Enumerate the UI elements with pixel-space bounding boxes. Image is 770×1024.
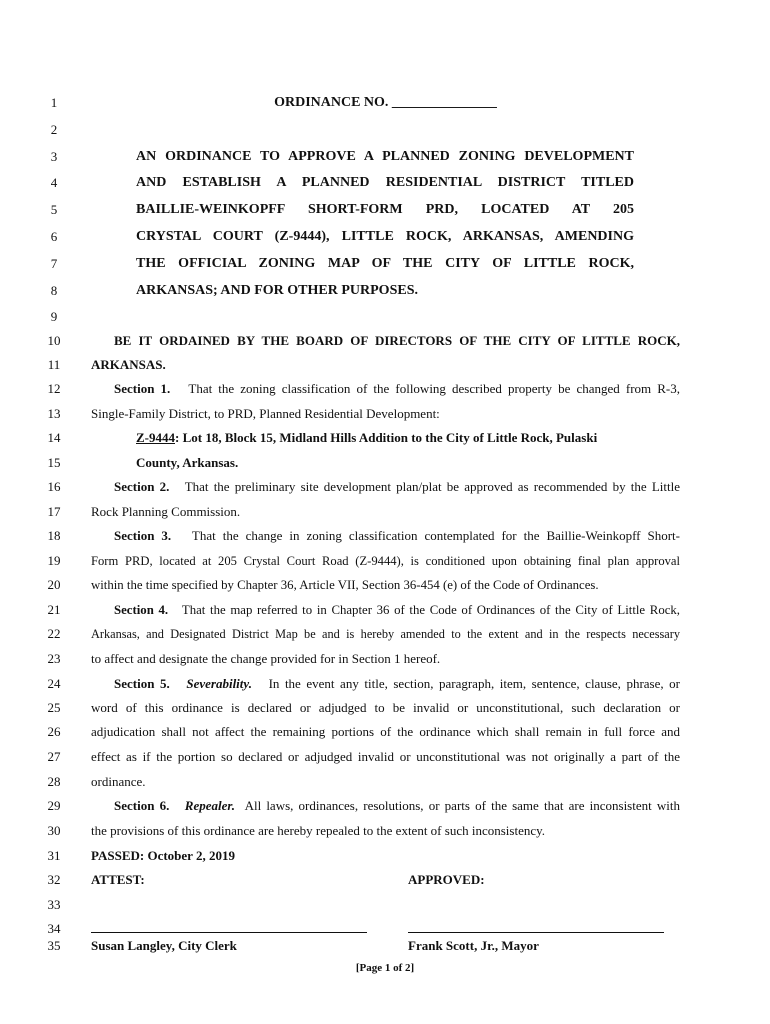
section-2-text-1: That the preliminary site development plan/plat be approved as recommended by the Little [184,479,680,494]
section-5-label: Section 5. [114,676,170,691]
section-5-line-1 [91,673,680,695]
section-2-line-1 [91,476,680,498]
line-number: 26 [47,724,61,739]
line-number: 33 [47,897,61,912]
line-number: 13 [47,406,61,421]
line-number: 2 [50,122,58,137]
line-number: 7 [50,256,58,271]
legal-description-text-1: : Lot 18, Block 15, Midland Hills Addition to the City of Little Rock, Pulaski [175,430,598,445]
caption-line-6: ARKANSAS; AND FOR OTHER PURPOSES. [136,283,418,298]
page-footer: [Page 1 of 2] [355,962,415,974]
legal-description-line-1 [136,427,680,449]
line-number: 32 [47,872,61,887]
section-1-line-2: Single-Family District, to PRD, Planned Residential Development: [91,406,440,421]
caption-line-2: AND ESTABLISH A PLANNED RESIDENTIAL DISTRICT TITLED [136,175,634,190]
line-number: 1 [50,95,58,110]
section-4-line-1 [91,599,680,621]
mayor-signature-line [408,932,664,933]
mayor-name: Frank Scott, Jr., Mayor [408,938,539,953]
section-5-line-4: effect as if the portion so declared or adjudged invalid or unconstitutional was not originally a part of the [91,749,680,764]
caption-line-1: AN ORDINANCE TO APPROVE A PLANNED ZONING DEVELOPMENT [136,149,634,164]
line-number: 12 [47,381,61,396]
line-number: 34 [47,921,61,936]
line-number: 24 [47,676,61,691]
repealer-heading: Repealer. [184,798,235,813]
section-1-line-1 [91,378,680,400]
line-number: 6 [50,229,58,244]
line-number: 25 [47,700,61,715]
section-6-text-1: All laws, ordinances, resolutions, or parts of the same that are inconsistent with [244,798,680,813]
section-6-line-1 [91,795,680,817]
section-5-line-5: ordinance. [91,774,146,789]
legal-description-line-2: County, Arkansas. [136,455,239,470]
caption-line-5: THE OFFICIAL ZONING MAP OF THE CITY OF LITTLE ROCK, [136,256,634,271]
line-number: 16 [47,479,61,494]
section-2-label: Section 2. [114,479,170,494]
line-number: 18 [47,528,61,543]
section-3-line-3: within the time specified by Chapter 36, Article VII, Section 36-454 (e) of the Code of Ordinances. [91,578,599,592]
section-3-label: Section 3. [114,528,172,543]
line-number: 11 [47,357,61,372]
line-number: 29 [47,798,61,813]
line-number: 27 [47,749,61,764]
section-1-label: Section 1. [114,381,171,396]
line-number: 35 [47,938,61,953]
line-number: 10 [47,333,61,348]
section-3-text-1: That the change in zoning classification contemplated for the Baillie-Weinkopff Short- [191,528,680,543]
line-number: 14 [47,430,61,445]
line-number: 8 [50,283,58,298]
line-number: 23 [47,651,61,666]
line-number: 21 [47,602,61,617]
line-number: 28 [47,774,61,789]
approved-label: APPROVED: [408,872,485,887]
section-4-text-1: That the map referred to in Chapter 36 of the Code of Ordinances of the City of Little Rock, [181,603,680,617]
line-number: 9 [50,309,58,324]
line-number: 30 [47,823,61,838]
section-4-line-3: to affect and designate the change provided for in Section 1 hereof. [91,651,441,666]
section-5-line-3: adjudication shall not affect the remaining portions of the ordinance which shall remain in full force and [91,724,680,739]
section-4-label: Section 4. [114,603,169,617]
section-6-line-2: the provisions of this ordinance are hereby repealed to the extent of such inconsistency. [91,823,546,838]
line-number: 31 [47,848,61,863]
ordinance-title-line [0,92,770,114]
passed-date: PASSED: October 2, 2019 [91,848,235,863]
section-3-line-1 [91,525,680,547]
line-number: 20 [47,577,61,592]
section-6-label: Section 6. [114,798,170,813]
clerk-signature-line [91,932,367,933]
enactment-line-2: ARKANSAS. [91,357,166,372]
line-number: 19 [47,553,61,568]
line-number: 15 [47,455,61,470]
severability-heading: Severability. [186,676,252,691]
line-number: 4 [50,175,58,190]
caption-line-3: BAILLIE-WEINKOPFF SHORT-FORM PRD, LOCATED AT 205 [136,202,634,217]
section-2-line-2: Rock Planning Commission. [91,504,241,519]
attest-label: ATTEST: [91,872,145,887]
caption-line-4: CRYSTAL COURT (Z-9444), LITTLE ROCK, ARKANSAS, AMENDING [136,229,634,244]
section-5-line-2: word of this ordinance is declared or adjudged to be invalid or unconstitutional, such declaration or [91,700,680,715]
section-3-line-2: Form PRD, located at 205 Crystal Court Road (Z-9444), is conditioned upon obtaining final plan approval [91,554,680,568]
clerk-name: Susan Langley, City Clerk [91,938,237,953]
line-number: 22 [47,626,61,641]
section-1-text-1: That the zoning classification of the following described property be changed from R-3, [188,381,680,396]
line-number: 17 [47,504,61,519]
line-number: 3 [50,149,58,164]
section-4-line-2: Arkansas, and Designated District Map be and is hereby amended to the extent and in the respects necessary [91,627,680,641]
enactment-line-1: BE IT ORDAINED BY THE BOARD OF DIRECTORS OF THE CITY OF LITTLE ROCK, [114,333,680,348]
case-number: Z-9444 [136,430,175,445]
line-number: 5 [50,202,58,217]
section-5-text-1: In the event any title, section, paragraph, item, sentence, clause, phrase, or [268,676,680,691]
ordinance-title: ORDINANCE NO. _______________ [274,95,497,110]
